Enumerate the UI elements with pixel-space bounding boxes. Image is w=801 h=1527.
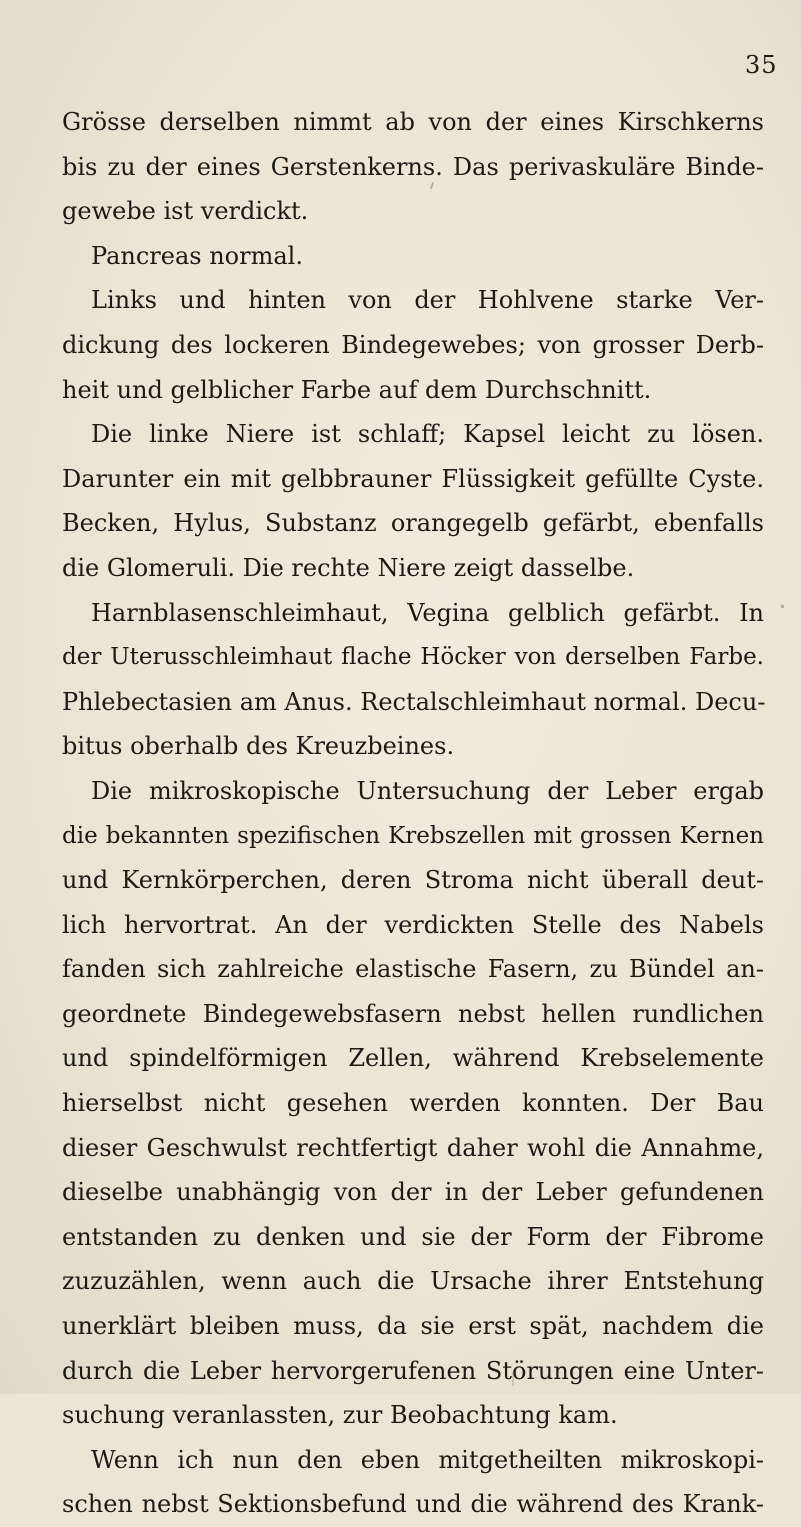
text-line: der Uterusschleimhaut flache Höcker von derselben Farbe. xyxy=(62,644,764,671)
text-line: Wenn ich nun den eben mitgetheilten mikroskopi- xyxy=(91,1445,764,1474)
text-line: geordnete Bindegewebsfasern nebst hellen rundlichen xyxy=(62,999,764,1028)
scan-speck xyxy=(512,1372,514,1386)
text-line: unerklärt bleiben muss, da sie erst spät, nachdem die xyxy=(62,1312,764,1341)
text-line: die bekannten spezifischen Krebszellen mit grossen Kernen xyxy=(62,822,764,849)
text-line: dieser Geschwulst rechtfertigt daher wohl die Annahme, xyxy=(62,1133,764,1162)
text-line: hierselbst nicht gesehen werden konnten. Der Bau xyxy=(62,1089,764,1118)
text-line: Die mikroskopische Untersuchung der Leber ergab xyxy=(91,776,764,805)
page-number: 35 xyxy=(745,51,778,79)
text-line: durch die Leber hervorgerufenen Störungen eine Unter- xyxy=(62,1356,764,1385)
text-line: suchung veranlassten, zur Beobachtung kam. xyxy=(62,1401,618,1430)
body-text xyxy=(62,100,764,1527)
text-line: schen nebst Sektionsbefund und die während des Krank- xyxy=(62,1490,764,1519)
text-line: gewebe ist verdickt. xyxy=(62,197,309,226)
text-line: und Kernkörperchen, deren Stroma nicht überall deut- xyxy=(62,866,764,895)
text-line: heit und gelblicher Farbe auf dem Durchschnitt. xyxy=(62,375,652,404)
text-line: Harnblasenschleimhaut, Vegina gelblich gefärbt. In xyxy=(91,598,764,627)
text-line: dickung des lockeren Bindegewebes; von grosser Derb- xyxy=(62,330,764,359)
text-line: die Glomeruli. Die rechte Niere zeigt dasselbe. xyxy=(62,553,635,582)
text-line: Becken, Hylus, Substanz orangegelb gefärbt, ebenfalls xyxy=(62,509,764,538)
text-line: Links und hinten von der Hohlvene starke Ver- xyxy=(91,286,764,315)
scan-speck xyxy=(781,605,784,608)
text-line: bis zu der eines Gerstenkerns. Das perivaskuläre Binde- xyxy=(62,152,764,181)
text-line: bitus oberhalb des Kreuzbeines. xyxy=(62,732,455,761)
text-line: Die linke Niere ist schlaff; Kapsel leicht zu lösen. xyxy=(91,420,764,449)
text-line: Darunter ein mit gelbbrauner Flüssigkeit gefüllte Cyste. xyxy=(62,464,764,493)
text-line: Pancreas normal. xyxy=(91,241,303,270)
text-line: lich hervortrat. An der verdickten Stelle des Nabels xyxy=(62,910,764,939)
text-line: entstanden zu denken und sie der Form der Fibrome xyxy=(62,1222,764,1251)
text-line: Phlebectasien am Anus. Rectalschleimhaut normal. Decu- xyxy=(62,687,766,716)
text-line: fanden sich zahlreiche elastische Fasern, zu Bündel an- xyxy=(62,955,764,984)
text-line: zuzuzählen, wenn auch die Ursache ihrer Entstehung xyxy=(62,1267,764,1296)
text-line: Grösse derselben nimmt ab von der eines Kirschkerns xyxy=(62,108,764,136)
text-line: und spindelförmigen Zellen, während Krebselemente xyxy=(62,1044,764,1073)
text-line: dieselbe unabhängig von der in der Leber gefundenen xyxy=(62,1178,764,1207)
